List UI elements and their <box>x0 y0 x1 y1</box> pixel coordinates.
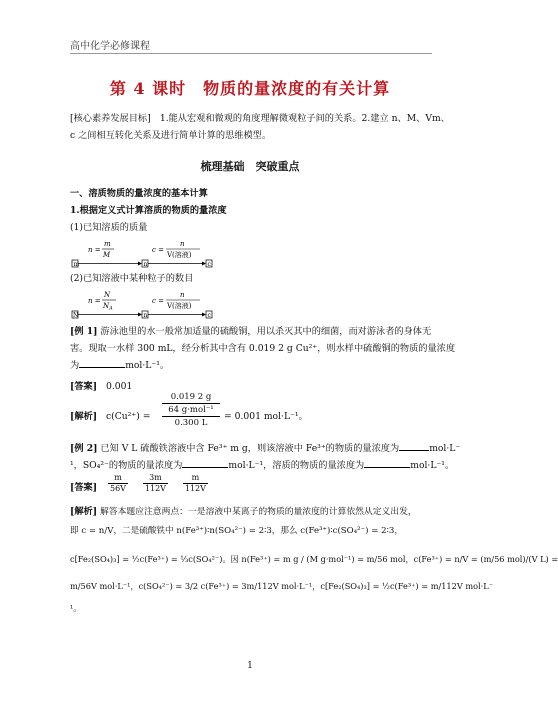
formula-c2-lhs: c = <box>152 297 165 305</box>
answer-1-value: 0.001 <box>106 381 133 392</box>
running-header: 高中化学必修课程 <box>70 41 150 52</box>
answer-2-frac-2 <box>143 473 168 494</box>
example2-text-2-mid: mol·L⁻¹，溶质的物质的量浓度为 <box>228 460 365 471</box>
formula-n2-den: $N_A$ <box>103 302 113 312</box>
particles-to-concentration-diagram <box>70 287 220 321</box>
example2-label: [例 2] <box>70 443 98 454</box>
example2-analysis-line-2: 即 c = n/V，二是硫酸铁中 n(Fe³⁺)∶n(SO₄²⁻) = 2∶3，那么 c(Fe³⁺)∶c(SO₄²⁻) = 2∶3， <box>70 526 403 536</box>
example2-blank-3 <box>364 458 410 468</box>
formula-n-den: M <box>103 251 111 259</box>
formula-c-den: V(溶液) <box>167 251 192 259</box>
example1-line-3 <box>70 357 432 374</box>
example2-blank-2 <box>182 458 228 468</box>
analysis-label-2: [解析] <box>70 506 98 517</box>
fraction-bot: 0.300 L <box>162 416 220 429</box>
formula-c2-den: V(溶液) <box>167 302 192 310</box>
lesson-title: 第 4 课时 物质的量浓度的有关计算 <box>109 79 391 98</box>
frac-3-num: m <box>183 473 208 484</box>
example2-answer <box>70 474 432 500</box>
answer-2-fractions <box>106 473 210 494</box>
page-number: 1 <box>247 661 253 671</box>
part1-title: 一、溶质物质的量浓度的基本计算 <box>70 188 208 199</box>
formula-n-num: m <box>104 240 111 248</box>
analysis-1-lhs: c(Cu²⁺) = <box>106 411 151 422</box>
answer-2-frac-3 <box>183 473 208 494</box>
formula-n2-lhs: n = <box>88 297 101 305</box>
example2-analysis-line-4: m/56V mol·L⁻¹，c(SO₄²⁻) = 3/2 c(Fe³⁺) = 3m/112V mol·L⁻¹，c[Fe₂(SO₄)₃] = ½c(Fe³⁺) = m/112V mol·L⁻ <box>70 581 494 591</box>
fraction-mid: 64 g·mol⁻¹ <box>162 403 220 416</box>
example2-text-2-post: mol·L⁻¹。 <box>410 460 455 471</box>
formula-c2-num: n <box>180 291 185 299</box>
example1-text-3-pre: 为 <box>70 360 80 371</box>
header-divider <box>70 53 432 54</box>
sub1-title: 1.根据定义式计算溶质的物质的量浓度 <box>70 205 227 216</box>
frac-1-num: m <box>108 473 128 484</box>
conc-box-label: c <box>207 261 211 268</box>
formula-n2-num: N <box>104 291 111 299</box>
mass-to-concentration-diagram <box>70 236 220 270</box>
example2-text-1-post: mol·L⁻ <box>429 443 461 454</box>
analysis-2-text-1: 解答本题应注意两点：一是溶液中某离子的物质的量浓度的计算依然从定义出发， <box>100 507 417 517</box>
example2-blank-1 <box>399 441 429 451</box>
mole-box-label: n <box>143 261 148 268</box>
mass-box-label: m <box>73 261 80 268</box>
frac-2-den: 112V <box>144 484 166 493</box>
core-goal-line-2: c 之间相互转化关系及进行简单计算的思维模型。 <box>70 130 272 141</box>
example2-line-1 <box>70 440 461 457</box>
fraction-top: 0.019 2 g <box>170 392 212 402</box>
frac-2-num: 3m <box>143 473 168 484</box>
example2-analysis-line-3: c[Fe₂(SO₄)₃] = ½c(Fe³⁺) = ⅓c(SO₄²⁻)。因 n(Fe³⁺) = m g / (M g·mol⁻¹) = m/56 mol，c(Fe³⁺) = n/V = (m/56 mol)/(V L) = <box>70 554 558 564</box>
example2-text-1: 已知 V L 硫酸铁溶液中含 Fe³⁺ m g，则该溶液中 Fe³⁺的物质的量浓度为 <box>100 443 400 454</box>
frac-1-den: 56V <box>110 484 126 493</box>
example1-line-2: 害。现取一水样 300 mL，经分析其中含有 0.019 2 g Cu²⁺，则水样中硫酸铜的物质的量浓度 <box>70 343 456 354</box>
frac-3-den: 112V <box>184 484 206 493</box>
example1-label: [例 1] <box>70 326 98 337</box>
example2-text-2-pre: ¹，SO₄²⁻的物质的量浓度为 <box>70 460 183 471</box>
answer-label-1: [答案] <box>70 381 98 392</box>
analysis-1-fraction <box>162 391 220 429</box>
example2-line-2 <box>70 457 455 474</box>
example2-analysis-line-5: ¹。 <box>70 603 82 613</box>
analysis-label-1: [解析] <box>70 411 98 422</box>
formula-c-num: n <box>180 240 185 248</box>
arrow-2-head <box>202 262 206 266</box>
arrow-1-head <box>138 262 142 266</box>
answer-2-frac-1 <box>108 473 128 494</box>
core-goal-line-1: [核心素养发展目标] 1.能从宏观和微观的角度理解微观粒子间的关系。2.建立 n、M、Vm、 <box>70 113 450 124</box>
example2-analysis-line-1 <box>70 503 432 521</box>
arrow-3-head <box>138 313 142 317</box>
mole-box-2-label: n <box>143 312 148 319</box>
answer-label-2: [答案] <box>70 482 98 493</box>
formula-n-lhs: n = <box>88 246 101 254</box>
example1-text-3-post: mol·L⁻¹。 <box>125 360 170 371</box>
section-heading: 梳理基础 突破重点 <box>200 160 300 173</box>
example1-line-1 <box>70 323 432 340</box>
example1-text-1: 游泳池里的水一般常加适量的硫酸铜，用以杀灭其中的细菌，而对游泳者的身体无 <box>100 326 432 337</box>
case2-label: (2)已知溶液中某种粒子的数目 <box>70 273 194 284</box>
example1-analysis <box>70 393 432 437</box>
conc-box-2-label: c <box>207 312 211 319</box>
arrow-4-head <box>202 313 206 317</box>
analysis-1-rhs: = 0.001 mol·L⁻¹。 <box>224 411 308 422</box>
example1-blank <box>79 358 125 368</box>
formula-c-lhs: c = <box>152 246 165 254</box>
case1-label: (1)已知溶质的质量 <box>70 222 148 233</box>
particle-box-label: N <box>73 312 79 319</box>
